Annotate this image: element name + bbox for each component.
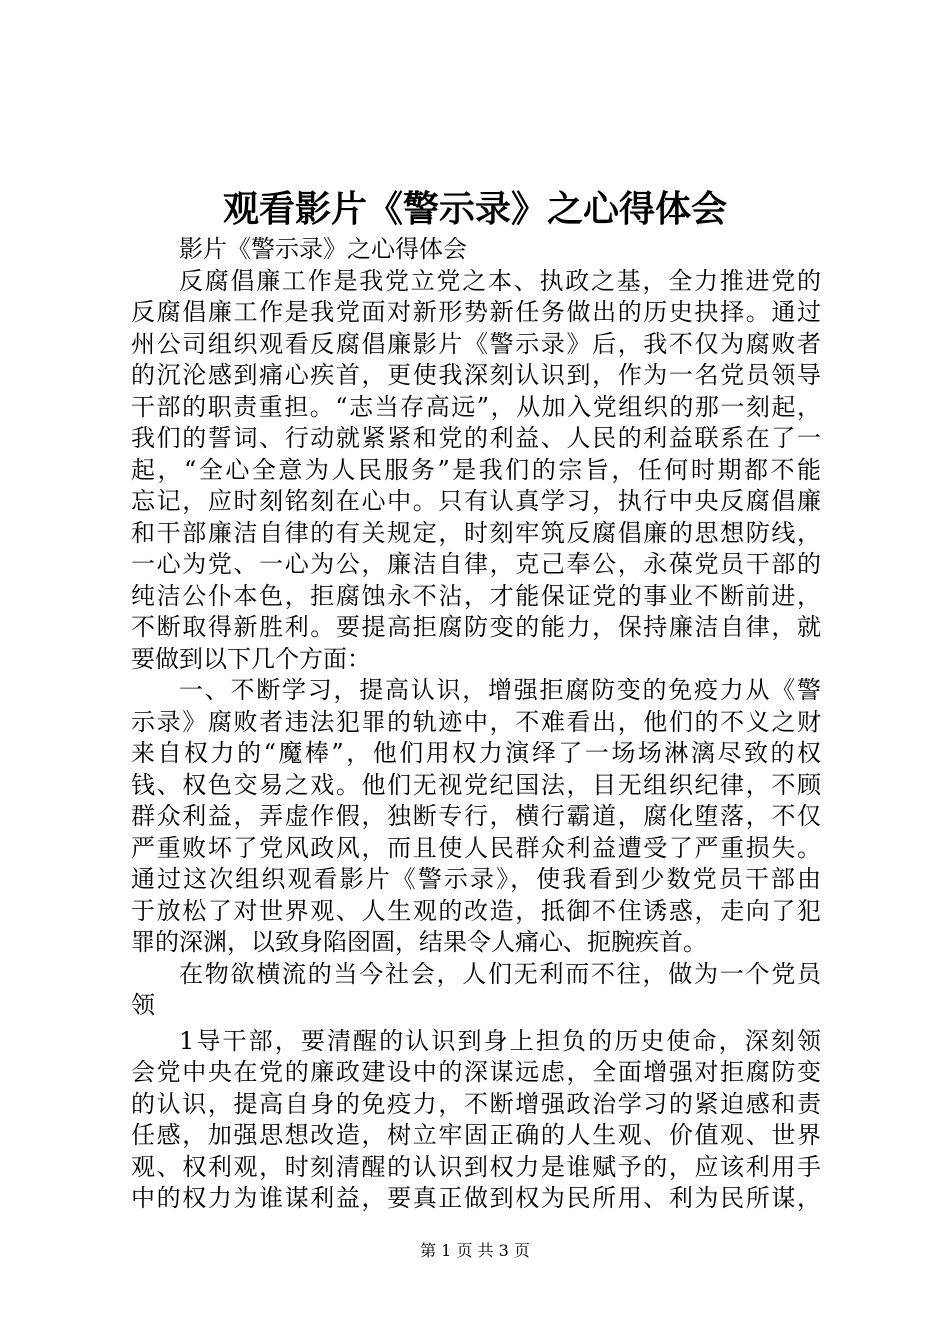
paragraph-line: 罪的深渊，以致身陷囹圄，结果令人痛心、扼腕疾首。: [131, 928, 707, 956]
paragraph-line: 忘记，应时刻铭刻在心中。只有认真学习，执行中央反腐倡廉: [131, 487, 821, 515]
paragraph-line: 反腐倡廉工作是我党面对新形势新任务做出的历史抉择。通过: [131, 298, 821, 326]
document-body: [131, 234, 821, 1215]
paragraph-line: 于放松了对世界观、人生观的改造，抵御不住诱惑，走向了犯: [131, 896, 821, 925]
paragraph-line: 要做到以下几个方面：: [131, 644, 371, 673]
paragraph-line: 一、不断学习，提高认识，增强拒腐防变的免疫力从《警: [179, 676, 821, 704]
paragraph-line: 纯洁公仆本色，拒腐蚀永不沾，才能保证党的事业不断前进，: [131, 581, 821, 610]
paragraph-line: 中的权力为谁谋利益，要真正做到权为民所用、利为民所谋，: [131, 1184, 821, 1212]
paragraph-line: 干部的职责重担。“志当存高远”，从加入党组织的那一刻起，: [131, 392, 821, 421]
paragraph-line: 的沉沦感到痛心疾首，更使我深刻认识到，作为一名党员领导: [131, 361, 821, 389]
page-footer: 第 1 页 共 3 页: [420, 1241, 530, 1260]
document-title: 观看影片《警示录》之心得体会: [222, 188, 727, 230]
paragraph-line: 任感，加强思想改造，树立牢固正确的人生观、价值观、世界: [131, 1121, 821, 1149]
paragraph-line: 领: [131, 991, 155, 1019]
paragraph-line: 反腐倡廉工作是我党立党之本、执政之基，全力推进党的: [179, 266, 821, 295]
paragraph-line: 我们的誓词、行动就紧紧和党的利益、人民的利益联系在了一: [131, 424, 821, 452]
paragraph-line: 通过这次组织观看影片《警示录》，使我看到少数党员干部由: [131, 865, 821, 893]
paragraph-line: 在物欲横流的当今社会，人们无利而不往，做为一个党员: [179, 959, 821, 988]
paragraph-line: 观、权利观，时刻清醒的认识到权力是谁赋予的，应该利用手: [131, 1152, 821, 1181]
subtitle-line: 影片《警示录》之心得体会: [179, 235, 467, 263]
paragraph-line: 起，“全心全意为人民服务”是我们的宗旨，任何时期都不能: [131, 455, 821, 484]
paragraph-line: 不断取得新胜利。要提高拒腐防变的能力，保持廉洁自律，就: [131, 613, 821, 641]
paragraph-line: 会党中央在党的廉政建设中的深谋远虑，全面增强对拒腐防变: [131, 1058, 821, 1086]
paragraph-line: 1导干部，要清醒的认识到身上担负的历史使命，深刻领: [179, 1026, 821, 1055]
paragraph-line: 州公司组织观看反腐倡廉影片《警示录》后，我不仅为腐败者: [131, 329, 821, 358]
paragraph-line: 的认识，提高自身的免疫力，不断增强政治学习的紧迫感和责: [131, 1089, 821, 1118]
paragraph-line: 群众利益，弄虚作假，独断专行，横行霸道，腐化堕落，不仅: [131, 802, 821, 830]
paragraph-line: 一心为党、一心为公，廉洁自律，克己奉公，永葆党员干部的: [131, 550, 821, 578]
paragraph-line: 来自权力的“魔棒”，他们用权力演绎了一场场淋漓尽致的权: [131, 739, 821, 767]
paragraph-line: 钱、权色交易之戏。他们无视党纪国法，目无组织纪律，不顾: [131, 770, 821, 799]
paragraph-line: 严重败坏了党风政风，而且使人民群众利益遭受了严重损失。: [131, 833, 821, 862]
paragraph-line: 示录》腐败者违法犯罪的轨迹中，不难看出，他们的不义之财: [131, 707, 821, 736]
paragraph-line: 和干部廉洁自律的有关规定，时刻牢筑反腐倡廉的思想防线，: [131, 518, 821, 547]
